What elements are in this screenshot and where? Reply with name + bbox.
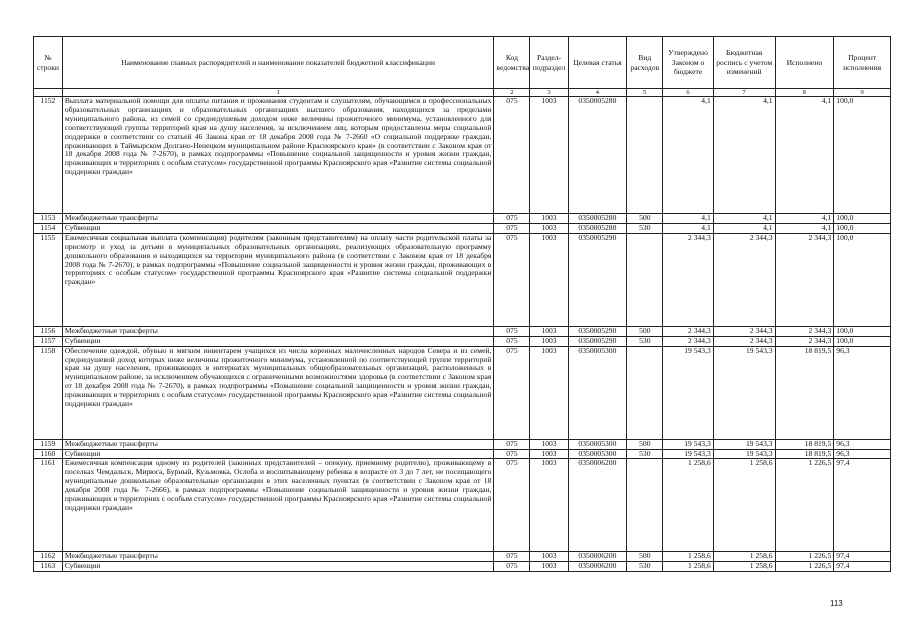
execution-percent: 100,0	[834, 336, 891, 346]
dept-code: 075	[494, 326, 530, 336]
header-row-number: № строки	[34, 37, 63, 89]
schedule-amount: 19 543,3	[713, 439, 775, 449]
expense-type	[627, 97, 663, 214]
execution-percent: 97,4	[834, 552, 891, 562]
execution-percent: 97,4	[834, 459, 891, 552]
column-number: 6	[663, 89, 713, 97]
target-item: 0350005280	[568, 97, 627, 214]
row-name: Субвенции	[62, 449, 494, 459]
dept-code: 075	[494, 562, 530, 572]
schedule-amount: 2 344,3	[713, 336, 775, 346]
header-expense-type: Вид расходов	[627, 37, 663, 89]
executed-amount: 18 819,5	[775, 346, 834, 439]
executed-amount: 18 819,5	[775, 449, 834, 459]
row-number: 1163	[34, 562, 63, 572]
row-number: 1153	[34, 214, 63, 224]
expense-type: 500	[627, 552, 663, 562]
section-code: 1003	[530, 439, 568, 449]
target-item: 0350005300	[568, 449, 627, 459]
row-name: Межбюджетные трансферты	[62, 326, 494, 336]
dept-code: 075	[494, 336, 530, 346]
execution-percent: 100,0	[834, 97, 891, 214]
approved-amount: 19 543,3	[663, 449, 713, 459]
expense-type: 500	[627, 214, 663, 224]
schedule-amount: 4,1	[713, 214, 775, 224]
column-number: 2	[494, 89, 530, 97]
column-number: 8	[775, 89, 834, 97]
schedule-amount: 1 258,6	[713, 459, 775, 552]
dept-code: 075	[494, 552, 530, 562]
table-row	[34, 233, 891, 326]
row-name: Ежемесячная социальная выплата (компенсация) родителям (законным представителям) на оплату части родительской платы за присмотр и уход за детьми в муниципальных образовательных организациях, реализующих образовательную программу дошкольного образования и находящихся на территории муниципального района (в соответствии с Законом края от 18 декабря 2008 года № 7-2670), в рамках подпрограммы «Повышение социальной защищенности и уровня жизни граждан, проживающих в территориях с особым статусом» государственной программы Красноярского края «Развитие системы социальной поддержки граждан»	[62, 233, 494, 326]
executed-amount: 1 226,5	[775, 459, 834, 552]
target-item: 0350006200	[568, 562, 627, 572]
section-code: 1003	[530, 326, 568, 336]
row-name: Межбюджетные трансферты	[62, 552, 494, 562]
row-number: 1155	[34, 233, 63, 326]
dept-code: 075	[494, 459, 530, 552]
schedule-amount: 2 344,3	[713, 233, 775, 326]
header-approved: Утверждено Законом о бюджете	[663, 37, 713, 89]
expense-type	[627, 233, 663, 326]
header-executed: Исполнено	[775, 37, 834, 89]
table-row	[34, 214, 891, 224]
table-row	[34, 97, 891, 214]
row-name: Субвенции	[62, 336, 494, 346]
execution-percent: 97,4	[834, 562, 891, 572]
execution-percent: 100,0	[834, 233, 891, 326]
row-number: 1159	[34, 439, 63, 449]
column-number: 3	[530, 89, 568, 97]
table-row	[34, 326, 891, 336]
target-item: 0350005280	[568, 214, 627, 224]
executed-amount: 4,1	[775, 223, 834, 233]
schedule-amount: 1 258,6	[713, 552, 775, 562]
table-row	[34, 449, 891, 459]
target-item: 0350005300	[568, 439, 627, 449]
executed-amount: 4,1	[775, 97, 834, 214]
section-code: 1003	[530, 449, 568, 459]
target-item: 0350005290	[568, 233, 627, 326]
row-number: 1154	[34, 223, 63, 233]
target-item: 0350005290	[568, 326, 627, 336]
dept-code: 075	[494, 223, 530, 233]
target-item: 0350005280	[568, 223, 627, 233]
page-number: 113	[830, 599, 843, 608]
row-number: 1161	[34, 459, 63, 552]
header-budget-schedule: Бюджетная роспись с учетом изменений	[713, 37, 775, 89]
execution-percent: 100,0	[834, 326, 891, 336]
approved-amount: 2 344,3	[663, 336, 713, 346]
schedule-amount: 1 258,6	[713, 562, 775, 572]
dept-code: 075	[494, 97, 530, 214]
section-code: 1003	[530, 233, 568, 326]
row-name: Субвенции	[62, 223, 494, 233]
expense-type: 530	[627, 562, 663, 572]
expense-type	[627, 346, 663, 439]
approved-amount: 1 258,6	[663, 562, 713, 572]
section-code: 1003	[530, 214, 568, 224]
header-percent: Процент исполнения	[834, 37, 891, 89]
execution-percent: 96,3	[834, 449, 891, 459]
approved-amount: 19 543,3	[663, 439, 713, 449]
section-code: 1003	[530, 552, 568, 562]
expense-type: 500	[627, 439, 663, 449]
header-dept-code: Код ведомства	[494, 37, 530, 89]
approved-amount: 2 344,3	[663, 233, 713, 326]
row-name: Обеспечение одеждой, обувью и мягким инвентарем учащихся из числа коренных малочисленных народов Севера и из семей, среднедушевой доход которых ниже величины прожиточного минимума, установленной по соответствующей группе территорий края на душу населения, проживающих в интернатах муниципальных общеобразовательных организаций, расположенных в муниципальном районе, за исключением обучающихся с ограниченными возможностями здоровья (в соответствии с Законом края от 18 декабря 2008 года № 7-2670), в рамках подпрограммы «Повышение социальной защищенности и уровня жизни граждан, проживающих в территориях с особым статусом» государственной программы Красноярского края «Развитие системы социальной поддержки граждан»	[62, 346, 494, 439]
table-row	[34, 459, 891, 552]
approved-amount: 2 344,3	[663, 326, 713, 336]
header-row	[34, 37, 891, 89]
section-code: 1003	[530, 459, 568, 552]
row-name: Межбюджетные трансферты	[62, 214, 494, 224]
row-name: Межбюджетные трансферты	[62, 439, 494, 449]
dept-code: 075	[494, 233, 530, 326]
approved-amount: 4,1	[663, 97, 713, 214]
schedule-amount: 19 543,3	[713, 449, 775, 459]
execution-percent: 96,3	[834, 346, 891, 439]
row-number: 1162	[34, 552, 63, 562]
section-code: 1003	[530, 346, 568, 439]
expense-type	[627, 459, 663, 552]
schedule-amount: 4,1	[713, 223, 775, 233]
dept-code: 075	[494, 346, 530, 439]
row-number: 1152	[34, 97, 63, 214]
budget-execution-table	[33, 36, 891, 572]
approved-amount: 1 258,6	[663, 552, 713, 562]
approved-amount: 19 543,3	[663, 346, 713, 439]
approved-amount: 4,1	[663, 214, 713, 224]
header-section: Раздел-подраздел	[530, 37, 568, 89]
table-row	[34, 439, 891, 449]
column-number: 7	[713, 89, 775, 97]
expense-type: 530	[627, 223, 663, 233]
row-number: 1157	[34, 336, 63, 346]
target-item: 0350005290	[568, 336, 627, 346]
section-code: 1003	[530, 97, 568, 214]
row-number: 1156	[34, 326, 63, 336]
header-name: Наименование главных распорядителей и наименование показателей бюджетной классификации	[62, 37, 494, 89]
expense-type: 530	[627, 449, 663, 459]
schedule-amount: 2 344,3	[713, 326, 775, 336]
approved-amount: 4,1	[663, 223, 713, 233]
executed-amount: 2 344,3	[775, 233, 834, 326]
executed-amount: 2 344,3	[775, 326, 834, 336]
table-row	[34, 346, 891, 439]
section-code: 1003	[530, 223, 568, 233]
execution-percent: 100,0	[834, 214, 891, 224]
execution-percent: 96,3	[834, 439, 891, 449]
executed-amount: 1 226,5	[775, 562, 834, 572]
target-item: 0350006200	[568, 552, 627, 562]
table-row	[34, 336, 891, 346]
executed-amount: 18 819,5	[775, 439, 834, 449]
column-number: 5	[627, 89, 663, 97]
expense-type: 500	[627, 326, 663, 336]
schedule-amount: 4,1	[713, 97, 775, 214]
target-item: 0350005300	[568, 346, 627, 439]
expense-type: 530	[627, 336, 663, 346]
row-name: Выплата материальной помощи для оплаты питания и проживания студентам и слушателям, обучающимся в профессиональных образовательных организациях и образовательных организациях высшего образования, находящихся за пределами муниципального района, из семей со среднедушевым доходом ниже величины прожиточного минимума, установленного для соответствующей группы территорий края на душу населения, за исключением лиц, которым предоставлены меры социальной поддержки в соответствии со статьей 46 Закона края от 18 декабря 2008 года № 7-2660 «О социальной поддержке граждан, проживающих в Таймырском Долгано-Ненецком муниципальном районе Красноярского края» (в соответствии с Законом края от 18 декабря 2008 года № 7-2670), в рамках подпрограммы «Повышение социальной защищенности и уровня жизни граждан, проживающих в территориях с особым статусом» государственной программы Красноярского края «Развитие системы социальной поддержки граждан»	[62, 97, 494, 214]
header-target-item: Целевая статья	[568, 37, 627, 89]
section-code: 1003	[530, 336, 568, 346]
dept-code: 075	[494, 439, 530, 449]
executed-amount: 1 226,5	[775, 552, 834, 562]
executed-amount: 4,1	[775, 214, 834, 224]
table-row	[34, 562, 891, 572]
dept-code: 075	[494, 449, 530, 459]
row-name: Ежемесячная компенсация одному из родителей (законных представителей – опекуну, приемному родителю), проживающему в поселках Чемдальск, Мирюга, Бурный, Кузьмовка, Ослоба и воспитывающему ребенка в возрасте от 3 до 7 лет, не посещающего муниципальные дошкольные образовательные организации в этих населенных пунктах (в соответствии с Законом края от 18 декабря 2008 года № 7-2666), в рамках подпрограммы «Повышение социальной защищенности и уровня жизни граждан, проживающих в территориях с особым статусом» государственной программы Красноярского края «Развитие системы социальной поддержки граждан»	[62, 459, 494, 552]
column-number: 9	[834, 89, 891, 97]
row-number: 1160	[34, 449, 63, 459]
row-name: Субвенции	[62, 562, 494, 572]
target-item: 0350006200	[568, 459, 627, 552]
execution-percent: 100,0	[834, 223, 891, 233]
approved-amount: 1 258,6	[663, 459, 713, 552]
table-row	[34, 223, 891, 233]
column-number: 1	[62, 89, 494, 97]
executed-amount: 2 344,3	[775, 336, 834, 346]
section-code: 1003	[530, 562, 568, 572]
schedule-amount: 19 543,3	[713, 346, 775, 439]
row-number: 1158	[34, 346, 63, 439]
column-number: 4	[568, 89, 627, 97]
dept-code: 075	[494, 214, 530, 224]
table-row	[34, 552, 891, 562]
